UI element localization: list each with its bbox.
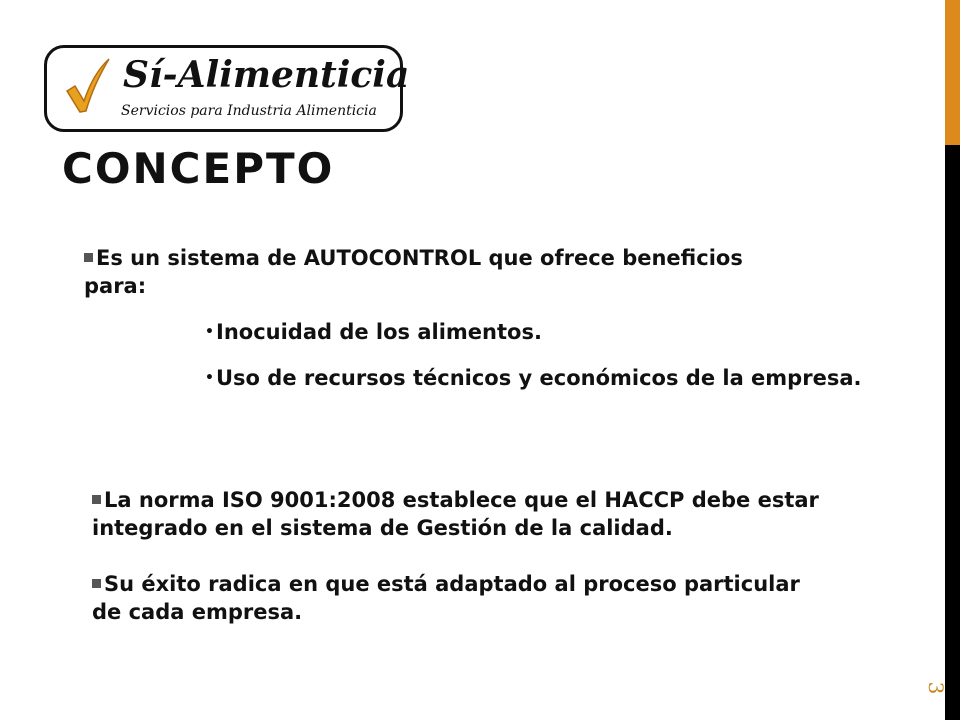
benefit-item [205, 318, 916, 346]
slide-title: CONCEPTO [62, 144, 335, 193]
benefit-item [205, 364, 916, 392]
checkmark-icon [63, 57, 113, 117]
side-accent [945, 0, 960, 145]
point-paragraph [92, 570, 832, 626]
point-text: Su éxito radica en que está adaptado al proceso particular de cada empresa. [92, 572, 800, 624]
point-text: La norma ISO 9001:2008 establece que el HACCP debe estar integrado en el sistema de Gestión de la calidad. [92, 488, 819, 540]
intro-paragraph [84, 244, 784, 300]
intro-text: Es un sistema de AUTOCONTROL que ofrece beneficios para: [84, 246, 743, 298]
logo-title: Sí-Alimenticia [123, 54, 410, 96]
benefit-text: Uso de recursos técnicos y económicos de la empresa. [216, 366, 862, 390]
point-paragraph [92, 486, 922, 542]
square-bullet-icon [84, 253, 93, 262]
benefit-text: Inocuidad de los alimentos. [216, 320, 542, 344]
logo-subtitle: Servicios para Industria Alimenticia [121, 103, 377, 119]
company-logo [44, 45, 410, 132]
bullet-icon: • [205, 324, 214, 340]
bullet-icon: • [205, 370, 214, 386]
page-number: 3 [924, 681, 948, 695]
square-bullet-icon [92, 579, 101, 588]
square-bullet-icon [92, 495, 101, 504]
